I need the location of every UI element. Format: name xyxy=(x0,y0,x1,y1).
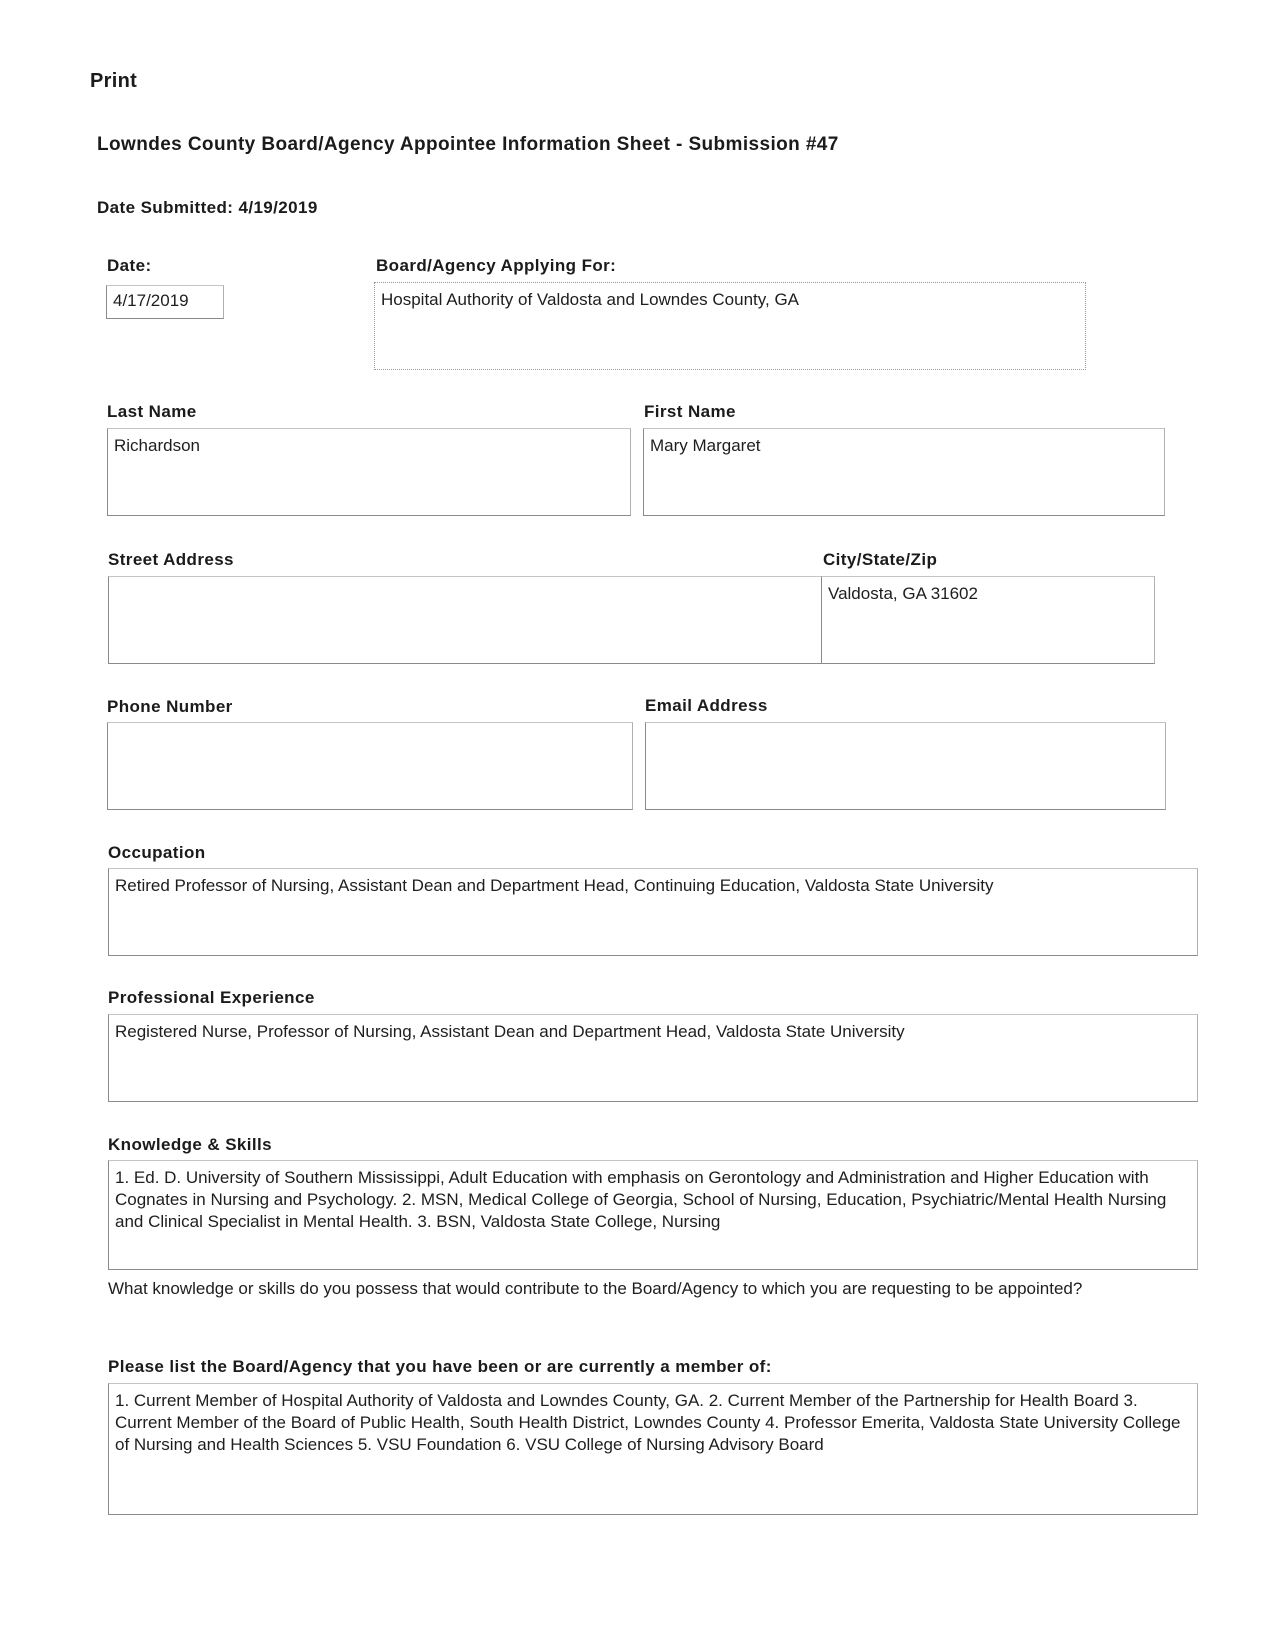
street-address-field[interactable] xyxy=(108,576,823,664)
city-state-zip-label: City/State/Zip xyxy=(823,550,938,569)
phone-number-label: Phone Number xyxy=(107,697,233,716)
knowledge-skills-label: Knowledge & Skills xyxy=(108,1135,273,1154)
first-name-label: First Name xyxy=(644,402,736,421)
phone-number-field[interactable] xyxy=(107,722,633,810)
board-agency-label: Board/Agency Applying For: xyxy=(376,256,617,275)
email-address-field[interactable] xyxy=(645,722,1166,810)
board-agency-field[interactable]: Hospital Authority of Valdosta and Lowndes County, GA xyxy=(374,282,1086,370)
date-field[interactable]: 4/17/2019 xyxy=(106,285,224,319)
memberships-field[interactable]: 1. Current Member of Hospital Authority of Valdosta and Lowndes County, GA. 2. Current Member of the Partnership for Health Board 3. Current Member of the Board of Public Health, South Health District, Lowndes County 4. Professor Emerita, Valdosta State University College of Nursing and Health Sciences 5. VSU Foundation 6. VSU College of Nursing Advisory Board xyxy=(108,1383,1198,1515)
city-state-zip-field[interactable]: Valdosta, GA 31602 xyxy=(821,576,1155,664)
occupation-field[interactable]: Retired Professor of Nursing, Assistant Dean and Department Head, Continuing Education, Valdosta State University xyxy=(108,868,1198,956)
occupation-label: Occupation xyxy=(108,843,206,862)
professional-experience-field[interactable]: Registered Nurse, Professor of Nursing, Assistant Dean and Department Head, Valdosta State University xyxy=(108,1014,1198,1102)
last-name-field[interactable]: Richardson xyxy=(107,428,631,516)
date-submitted: Date Submitted: 4/19/2019 xyxy=(97,198,318,217)
print-link[interactable]: Print xyxy=(90,70,138,92)
date-label: Date: xyxy=(107,256,152,275)
knowledge-skills-field[interactable]: 1. Ed. D. University of Southern Mississippi, Adult Education with emphasis on Gerontology and Administration and Higher Education with Cognates in Nursing and Psychology. 2. MSN, Medical College of Georgia, School of Nursing, Education, Psychiatric/Mental Health Nursing and Clinical Specialist in Mental Health. 3. BSN, Valdosta State College, Nursing xyxy=(108,1160,1198,1270)
page-title: Lowndes County Board/Agency Appointee Information Sheet - Submission #47 xyxy=(97,134,839,155)
first-name-field[interactable]: Mary Margaret xyxy=(643,428,1165,516)
knowledge-skills-help: What knowledge or skills do you possess that would contribute to the Board/Agency to which you are requesting to be appointed? xyxy=(108,1279,1083,1298)
last-name-label: Last Name xyxy=(107,402,197,421)
memberships-label: Please list the Board/Agency that you have been or are currently a member of: xyxy=(108,1357,772,1376)
email-address-label: Email Address xyxy=(645,696,768,715)
street-address-label: Street Address xyxy=(108,550,234,569)
professional-experience-label: Professional Experience xyxy=(108,988,315,1007)
